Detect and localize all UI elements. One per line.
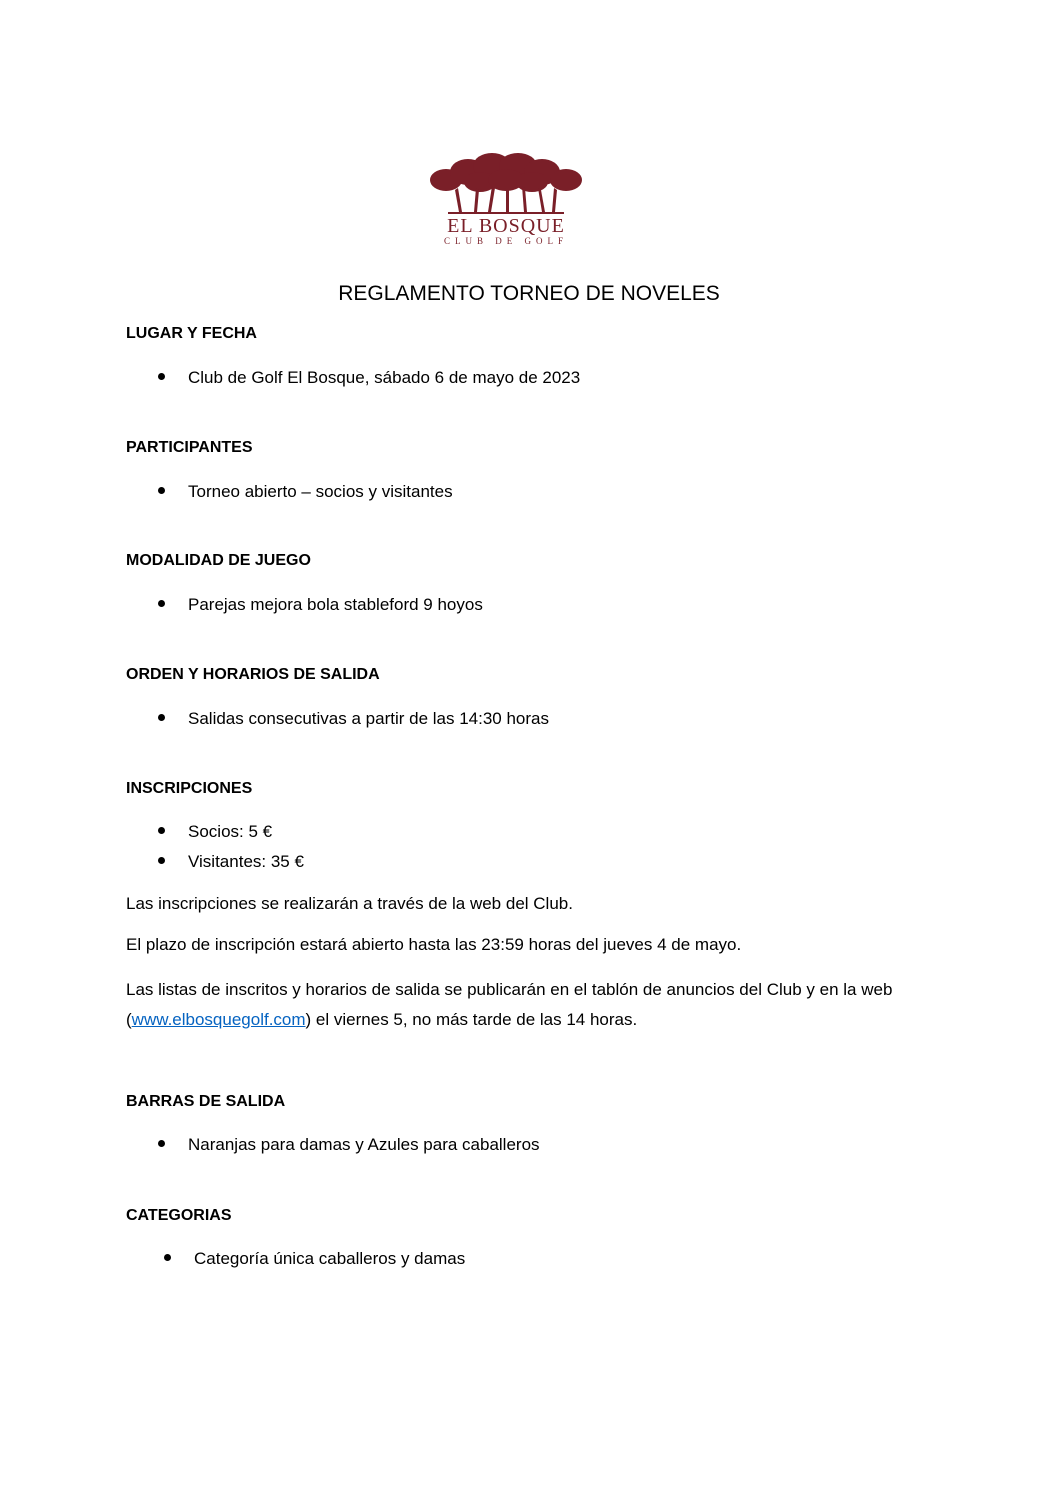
list-item-text: Visitantes: 35 €: [188, 852, 304, 871]
list-item-text: Categoría única caballeros y damas: [194, 1249, 466, 1268]
heading-categorias: CATEGORIAS: [126, 1207, 232, 1224]
paragraph-listas: [126, 975, 976, 1035]
list-item: [158, 707, 549, 731]
bullet-icon: [158, 827, 165, 834]
bullet-icon: [158, 1140, 165, 1147]
website-link[interactable]: www.elbosquegolf.com: [131, 1010, 306, 1029]
logo-name: EL BOSQUE: [447, 215, 565, 237]
paragraph-plazo: El plazo de inscripción estará abierto hasta las 23:59 horas del jueves 4 de mayo.: [126, 935, 742, 954]
document-title: REGLAMENTO TORNEO DE NOVELES: [338, 282, 720, 305]
list-item: [158, 480, 453, 504]
bullet-icon: [158, 600, 165, 607]
logo-subtitle: CLUB DE GOLF: [443, 236, 568, 246]
trees-logo-icon: [428, 150, 584, 216]
bullet-icon: [158, 857, 165, 864]
club-logo: [428, 150, 584, 246]
heading-inscripciones: INSCRIPCIONES: [126, 780, 253, 797]
bullet-icon: [158, 714, 165, 721]
list-item: [158, 593, 483, 617]
list-item: [158, 820, 272, 844]
paragraph-listas-before: Las listas de inscritos y horarios de salida se publicarán en el tablón de anuncios del Club y en la web (: [126, 980, 893, 1029]
bullet-icon: [158, 373, 165, 380]
list-item: [164, 1247, 465, 1271]
heading-lugar-fecha: LUGAR Y FECHA: [126, 325, 257, 342]
list-item: [158, 366, 580, 390]
list-item-text: Club de Golf El Bosque, sábado 6 de mayo de 2023: [188, 368, 581, 387]
list-item-text: Naranjas para damas y Azules para caballeros: [188, 1135, 540, 1154]
heading-orden-horarios: ORDEN Y HORARIOS DE SALIDA: [126, 666, 380, 683]
heading-barras-salida: BARRAS DE SALIDA: [126, 1093, 286, 1110]
list-item-text: Salidas consecutivas a partir de las 14:30 horas: [188, 709, 549, 728]
list-item-text: Torneo abierto – socios y visitantes: [188, 482, 453, 501]
paragraph-listas-after: ) el viernes 5, no más tarde de las 14 horas.: [305, 1010, 638, 1029]
heading-participantes: PARTICIPANTES: [126, 439, 253, 456]
heading-modalidad: MODALIDAD DE JUEGO: [126, 552, 311, 569]
bullet-icon: [164, 1254, 171, 1261]
list-item-text: Parejas mejora bola stableford 9 hoyos: [188, 595, 483, 614]
list-item: [158, 850, 304, 874]
paragraph-inscripciones-web: Las inscripciones se realizarán a través de la web del Club.: [126, 894, 573, 913]
list-item: [158, 1133, 540, 1157]
list-item-text: Socios: 5 €: [188, 822, 273, 841]
bullet-icon: [158, 487, 165, 494]
